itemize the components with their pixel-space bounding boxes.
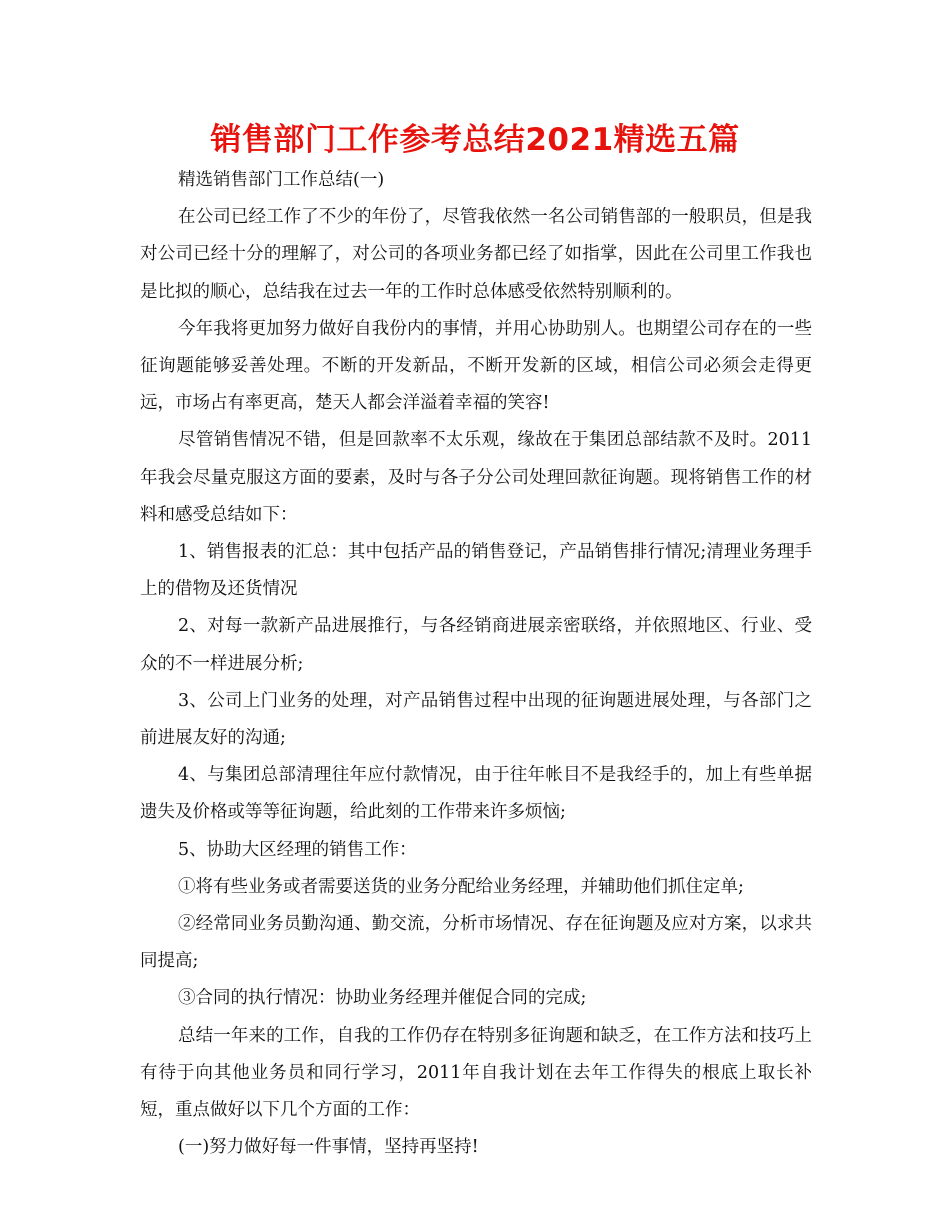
section-heading: (一)努力做好每一件事情，坚持再坚持! — [178, 1137, 479, 1158]
section-heading: 精选销售部门工作总结(一) — [178, 170, 385, 190]
paragraph: 今年我将更加努力做好自我份内的事情，并用心协助别人。也期望公司存在的一些征询题能够妥善处理。不断的开发新品，不断开发新的区域，相信公司必须会走得更远，市场占有率更高，楚天人都会洋溢着幸福的笑容! — [140, 318, 812, 414]
document-body — [140, 162, 812, 1166]
document-title: 销售部门工作参考总结2021精选五篇 — [210, 122, 740, 158]
list-item: 4、与集团总部清理往年应付款情况，由于往年帐目不是我经手的，加上有些单据遗失及价格或等等征询题，给此刻的工作带来许多烦恼; — [140, 765, 812, 823]
sub-list-item: ③合同的执行情况：协助业务经理并催促合同的完成; — [178, 988, 587, 1009]
list-item: 5、协助大区经理的销售工作： — [178, 839, 417, 860]
list-item: 1、销售报表的汇总：其中包括产品的销售登记，产品销售排行情况;清理业务理手上的借物及还货情况 — [140, 542, 812, 600]
paragraph: 尽管销售情况不错，但是回款率不太乐观，缘故在于集团总部结款不及时。2011年我会尽量克服这方面的要素，及时与各子分公司处理回款征询题。现将销售工作的材料和感受总结如下： — [140, 430, 812, 525]
sub-list-item: ②经常同业务员勤沟通、勤交流，分析市场情况、存在征询题及应对方案，以求共同提高; — [140, 914, 812, 972]
paragraph: 总结一年来的工作，自我的工作仍存在特别多征询题和缺乏，在工作方法和技巧上有待于向其他业务员和同行学习，2011年自我计划在去年工作得失的根底上取长补短，重点做好以下几个方面的工作： — [140, 1025, 812, 1121]
list-item: 2、对每一款新产品进展推行，与各经销商进展亲密联络，并依照地区、行业、受众的不一样进展分析; — [140, 616, 812, 674]
sub-list-item: ①将有些业务或者需要送货的业务分配给业务经理，并辅助他们抓住定单; — [178, 876, 744, 897]
paragraph: 在公司已经工作了不少的年份了，尽管我依然一名公司销售部的一般职员，但是我对公司已经十分的理解了，对公司的各项业务都已经了如指掌，因此在公司里工作我也是比拟的顺心，总结我在过去一年的工作时总体感受依然特别顺利的。 — [140, 207, 812, 302]
list-item: 3、公司上门业务的处理，对产品销售过程中出现的征询题进展处理，与各部门之前进展友好的沟通; — [140, 690, 812, 749]
